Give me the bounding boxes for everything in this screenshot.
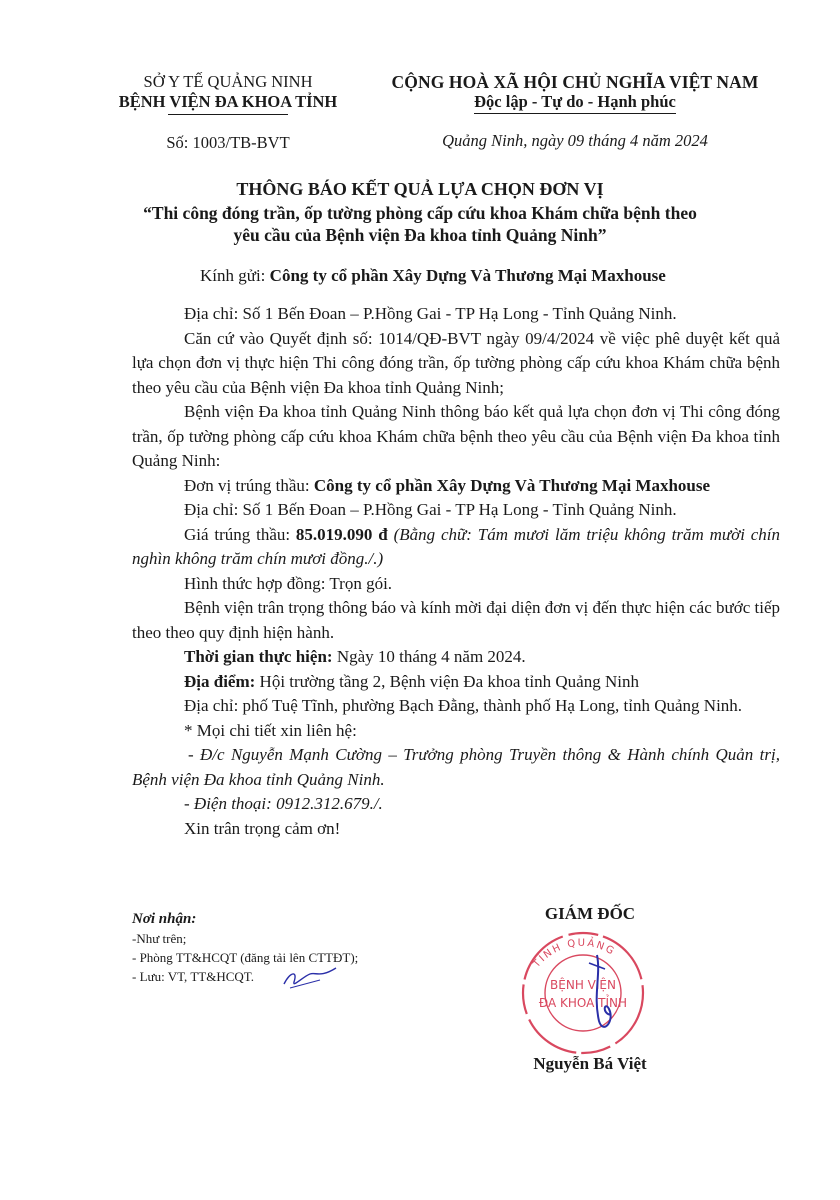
contact-person: - Đ/c Nguyễn Mạnh Cường – Trưởng phòng Truyền thông & Hành chính Quản trị, Bệnh viện Đa khoa tỉnh Quảng Ninh. (132, 745, 780, 789)
document-title (60, 178, 780, 246)
org-underline (168, 114, 288, 115)
price-value: 85.019.090 đ (295, 524, 388, 544)
time-line (132, 645, 780, 670)
recipient-item: -Như trên; (132, 931, 187, 946)
issuing-org-block (88, 72, 368, 153)
announce-paragraph: Bệnh viện Đa khoa tỉnh Quảng Ninh thông báo kết quả lựa chọn đơn vị Thi công đóng trần, ốp tường phòng cấp cứu khoa Khám chữa bệnh theo yêu cầu của Bệnh viện Đa khoa tỉnh Quảng Ninh: (132, 402, 780, 470)
address-2: Địa chỉ: Số 1 Bến Đoan – P.Hồng Gai - TP Hạ Long - Tỉnh Quảng Ninh. (184, 500, 677, 519)
org-name: BỆNH VIỆN ĐA KHOA TỈNH (118, 92, 338, 111)
motto: Độc lập - Tự do - Hạnh phúc (474, 92, 676, 114)
winner-name: Công ty cổ phần Xây Dựng Và Thương Mại Maxhouse (313, 475, 711, 495)
place-line (132, 670, 780, 695)
seal-line-2: ĐA KHOA TỈNH (538, 996, 628, 1010)
winner-line (132, 474, 780, 499)
price-line (132, 523, 780, 572)
title-line-2: “Thi công đóng trần, ốp tường phòng cấp cứu khoa Khám chữa bệnh theo (143, 203, 697, 223)
seal-line-1: BỆNH VIỆN (550, 978, 616, 992)
initial-mark-icon (280, 962, 340, 992)
address-3: Địa chỉ: phố Tuệ Tĩnh, phường Bạch Đằng, thành phố Hạ Long, tỉnh Quảng Ninh. (184, 696, 743, 715)
org-parent: SỞ Y TẾ QUẢNG NINH (143, 72, 313, 91)
place-label: Địa điểm: (184, 671, 256, 691)
contact-phone: - Điện thoại: 0912.312.679./. (184, 794, 383, 813)
recipient-item: - Lưu: VT, TT&HCQT. (132, 969, 254, 984)
title-line-1: THÔNG BÁO KẾT QUẢ LỰA CHỌN ĐƠN VỊ (236, 179, 604, 199)
recipient-name: Công ty cổ phần Xây Dựng Và Thương Mại Maxhouse (269, 266, 666, 285)
title-line-3: yêu cầu của Bệnh viện Đa khoa tỉnh Quảng Ninh” (233, 225, 607, 245)
price-label: Giá trúng thầu: (184, 524, 296, 544)
address-1: Địa chỉ: Số 1 Bến Đoan – P.Hồng Gai - TP Hạ Long - Tỉnh Quảng Ninh. (184, 304, 677, 323)
issue-date: Quảng Ninh, ngày 09 tháng 4 năm 2024 (442, 131, 708, 150)
contract-type: Hình thức hợp đồng: Trọn gói. (184, 573, 393, 593)
national-header (370, 72, 780, 151)
document-body (132, 302, 780, 841)
doc-number: Số: 1003/TB-BVT (166, 133, 290, 152)
seal-ring-text: TỈNH QUẢNG (531, 937, 618, 970)
thanks-line: Xin trân trọng cảm ơn! (184, 818, 341, 838)
official-seal-icon (505, 925, 655, 1055)
svg-text:TỈNH QUẢNG (531, 935, 617, 971)
price-words: (Bằng chữ: Tám mươi lăm triệu không trăm mười chín nghìn không trăm chín mươi đồng./.) (132, 524, 781, 568)
recipients-title: Nơi nhận: (132, 911, 197, 927)
basis-paragraph: Căn cứ vào Quyết định số: 1014/QĐ-BVT ngày 09/4/2024 về việc phê duyệt kết quả lựa chọn đơn vị thực hiện Thi công đóng trần, ốp tường phòng cấp cứu khoa Khám chữa bệnh theo yêu cầu của Bệnh viện Đa khoa tỉnh Quảng Ninh; (132, 328, 780, 397)
contact-intro: * Mọi chi tiết xin liên hệ: (184, 720, 357, 740)
nation-title: CỘNG HOÀ XÃ HỘI CHỦ NGHĨA VIỆT NAM (391, 72, 759, 92)
signer-position: GIÁM ĐỐC (544, 904, 636, 923)
signer-name: Nguyễn Bá Việt (533, 1054, 647, 1073)
recipient-line (200, 266, 666, 286)
invite-paragraph: Bệnh viện trân trọng thông báo và kính mời đại diện đơn vị đến thực hiện các bước tiếp theo theo quy định hiện hành. (132, 598, 780, 642)
time-label: Thời gian thực hiện: (184, 647, 333, 666)
time-value: Ngày 10 tháng 4 năm 2024. (332, 647, 526, 666)
recipient-item: - Phòng TT&HCQT (đăng tải lên CTTĐT); (132, 950, 359, 965)
recipient-label: Kính gửi: (200, 266, 270, 285)
winner-label: Đơn vị trúng thầu: (184, 475, 314, 495)
place-value: Hội trường tầng 2, Bệnh viện Đa khoa tỉnh Quảng Ninh (255, 671, 639, 691)
